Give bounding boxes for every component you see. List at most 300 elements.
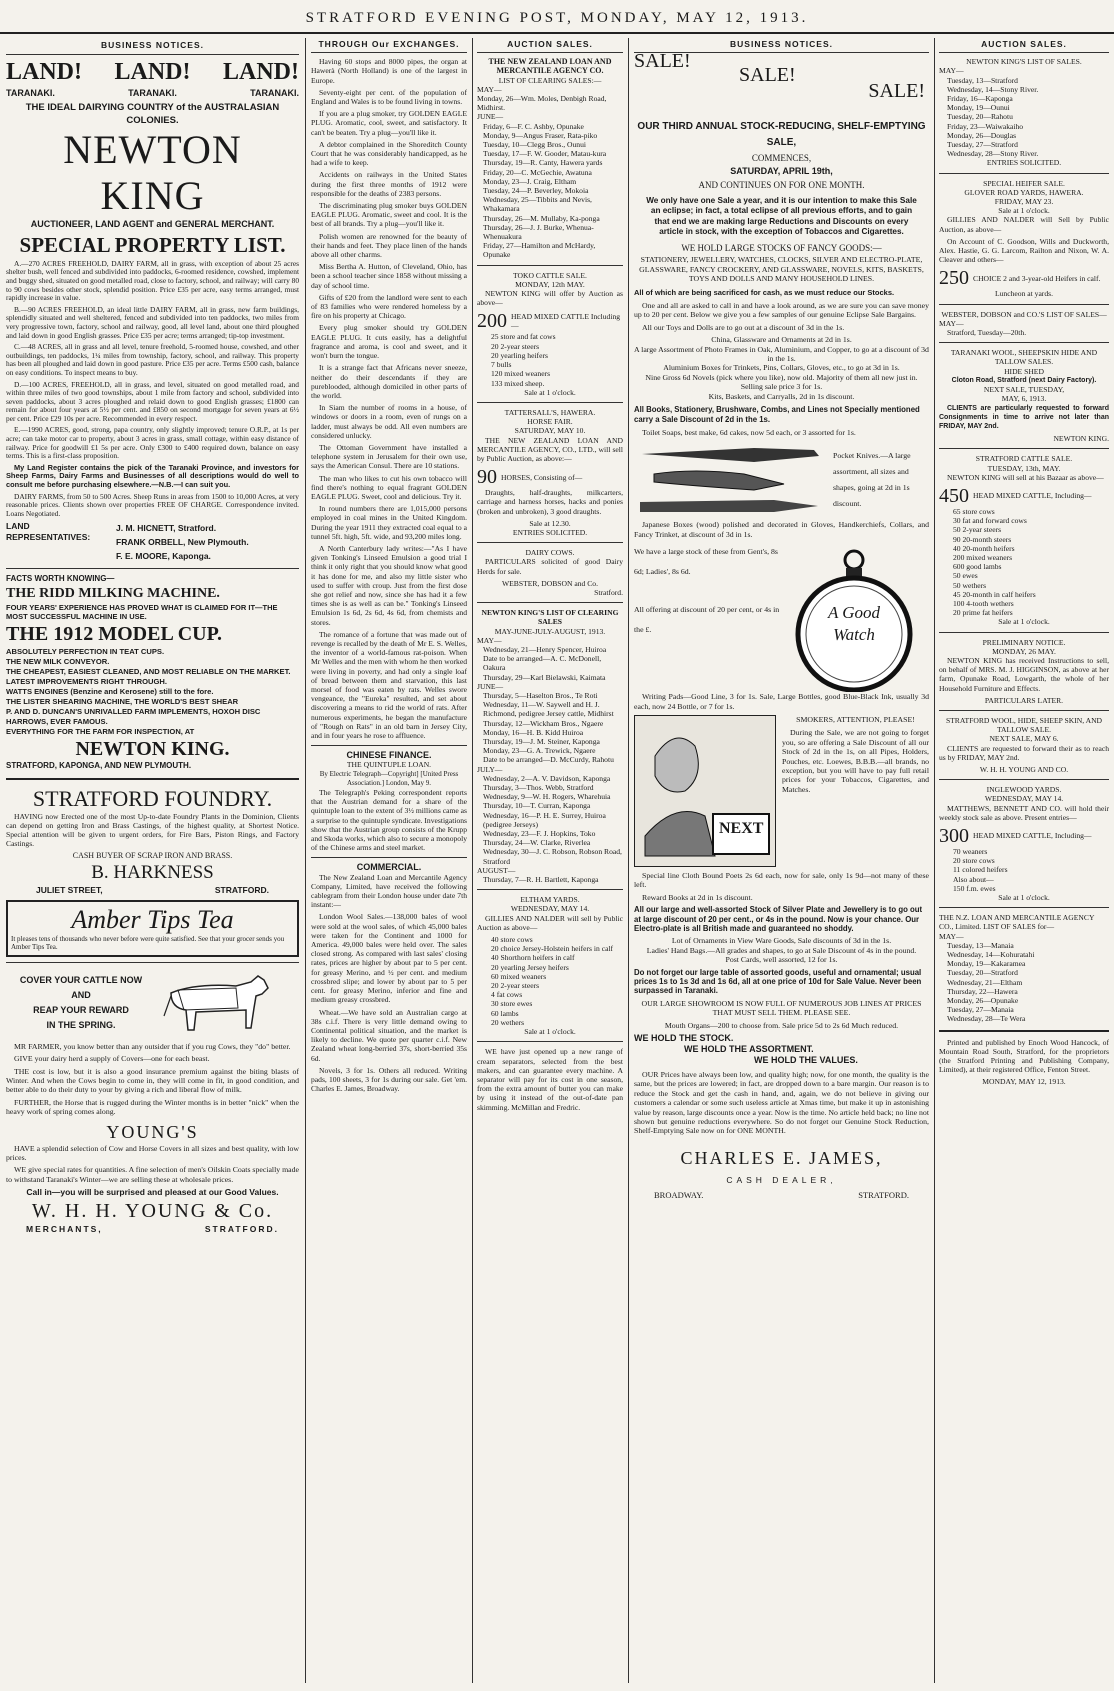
sale-item: Wednesday, 21—Eltham — [947, 977, 1023, 987]
tatt-items: Draughts, half-draughts, milkcarters, carriage and harness horses, hacks and ponies (broken and unbroken), 3 good draughts. — [477, 488, 623, 516]
section-header: BUSINESS NOTICES. — [6, 38, 299, 55]
hide-shed: HIDE SHED — [1004, 366, 1044, 376]
good-watch-text: A Good Watch — [827, 603, 881, 645]
cattle-sale-header: STRATFORD CATTLE SALE. — [975, 454, 1073, 464]
property-item: B.—90 ACRES FREEHOLD, an ideal little DAIRY FARM, all in grass, new farm buildings, splendidly situated and well sheltered, fenced and subdivided into ten paddocks, two miles from very progressive town, factory, school and railway, good, all level land, about one third ploughed and laid down in good English grasses. Price £35 per acre; terms arranged; tip-top investment. — [6, 304, 299, 340]
land-heading — [6, 59, 299, 85]
sale-item: Wednesday, 25—Tibbits and Nevis, Whakamara — [483, 195, 592, 214]
bargain-item: China, Glassware and Ornaments at 2d in 1s. — [711, 335, 852, 345]
watch-text — [634, 542, 784, 640]
inglewood-header: INGLEWOOD YARDS. — [986, 785, 1062, 795]
toys-line: All our Toys and Dolls are to go out at a discount of 3d in the 1s. — [642, 322, 845, 332]
property-item: D.—100 ACRES, FREEHOLD, all in grass, and level, situated on good metalled road, and within three miles of two good townships, about 1 mile from factory and school, subdivided into seven paddocks, about 3 acres ploughed and relaid down to good English grasses; £1800 can remain for about four years at 5½ per cent. and £850 on second mortgage for seven years at 6½ per cent. Price £29 10s per acre. Recommended in every respect. — [6, 379, 299, 423]
sale-item: Wednesday, 28—Te Wera — [947, 1014, 1026, 1024]
farmer-para: MR FARMER, you know better than any outsider that if you rug Cows, they "do" better. — [14, 1041, 291, 1051]
cover-line: REAP YOUR REWARD — [33, 1004, 129, 1015]
sale-item: Thursday, 26—M. Mullaby, Ka-ponga — [483, 213, 600, 223]
sale-item: Thursday, 7—R. H. Bartlett, Kaponga — [483, 875, 599, 885]
exchange-para: Accidents on railways in the United States during the first three months of 1912 were responsible for the deaths of 2383 persons. — [311, 170, 467, 198]
eltham-date: WEDNESDAY, MAY 14. — [510, 904, 590, 914]
sale-item: Monday, 26—Wm. Moles, Denbigh Road, Midhirst. — [477, 94, 607, 113]
stratford-wool-header: STRATFORD WOOL, HIDE, SHEEP SKIN, AND TALLOW SALE. — [945, 715, 1103, 735]
dairy-by: WEBSTER, DOBSON and Co. — [502, 578, 598, 588]
james-address — [634, 1191, 929, 1200]
dairy-farms-note: DAIRY FARMS, from 50 to 500 Acres. Sheep Runs in areas from 1500 to 10,000 Acres, at very reasonable prices. Clients shown over properties FREE OF CHARGE. Correspondence invited. Loans Negotiated. — [6, 491, 299, 518]
japanese-boxes: Japanese Boxes (wood) polished and decorated in Gloves, Handkerchiefs, Collars, and Fancy Trinket, at discount of 3d in 1s. — [634, 520, 929, 539]
section-header: AUCTION SALES. — [477, 38, 623, 53]
bargain-item: Nine Gross 6d Novels (pick where you like), now old. Majority of them all new just in. Selling sale price 3 for 1s. — [645, 372, 918, 392]
exchange-para: In round numbers there are 1,015,000 persons employed in coal mines in the United Kingdom. During the year 1911 they extracted coal equal to a tunnel 5ft. high, 5ft. wide, and 93,200 miles long. — [311, 504, 467, 541]
nk-july-items — [477, 774, 623, 866]
youngs-title: YOUNG'S — [106, 1121, 199, 1142]
sale-time: Sale at 1 o'clock. — [998, 893, 1050, 903]
call-in-line: Call in—you will be surprised and pleased at our Good Values. — [26, 1187, 279, 1198]
smokers-heading: SMOKERS, ATTENTION, PLEASE! — [796, 714, 915, 724]
nk-aug-items — [477, 875, 623, 884]
sale-item: Monday, 16—H. B. Kidd Huiroa — [483, 727, 584, 737]
sale-item: Wednesday, 2—A. V. Davidson, Kaponga — [483, 773, 611, 783]
sale-item: Friday, 23—Waiwakaiho — [947, 121, 1024, 131]
nzla-list: LIST OF CLEARING SALES:— — [498, 75, 602, 85]
model-cup-heading: THE 1912 MODEL CUP. — [6, 623, 222, 645]
toko-header: TOKO CATTLE SALE. — [513, 270, 587, 280]
stock-item: 50 2-year steers — [953, 525, 1002, 535]
separator-ad: WE have just opened up a new range of cream separators, selected from the best makers, and can guarantee every machine. A separator will pay for its cost in one season, from the extra amount of butter you can make by using it instead of the out-of-date pan skimming. McMillan and Fredric. — [477, 1047, 623, 1112]
exchange-para: Seventy-eight per cent. of the population of England and Wales is to be found living in towns. — [311, 87, 467, 107]
taranaki-word: TARANAKI. — [128, 87, 177, 98]
inglewood-date: WEDNESDAY, MAY 14. — [984, 794, 1064, 804]
exchange-para: The discriminating plug smoker buys GOLDEN EAGLE PLUG. Aromatic, sweet and cool. It is the best of all brands. Try a plug—you'll like it. — [311, 201, 467, 229]
stock-item: 150 f.m. ewes — [953, 883, 996, 893]
sale-item: Thursday, 22—Hawera — [947, 986, 1018, 996]
heifers-250 — [939, 267, 1109, 289]
stock-item: 65 store cows — [953, 506, 995, 516]
property-list — [6, 260, 299, 519]
sale-item: Thursday, 19—R. Canty, Hawera yards — [483, 158, 603, 168]
implement-line: LATEST IMPROVEMENTS RIGHT THROUGH. — [6, 677, 168, 686]
glover-yards: GLOVER ROAD YARDS, HAWERA. — [964, 187, 1084, 197]
rep-name: FRANK ORBELL, New Plymouth. — [116, 537, 249, 548]
next-sale: NEXT SALE, TUESDAY, — [983, 385, 1065, 395]
horse-fair: HORSE FAIR. — [527, 417, 573, 427]
stock-item: 70 weaners — [953, 847, 988, 857]
column-rule — [934, 38, 935, 1683]
cover-line: AND — [71, 989, 91, 1000]
land-word: LAND! — [223, 58, 299, 85]
bargain-items — [634, 335, 929, 401]
eltham-items — [477, 935, 623, 1027]
watch-line: We have a large stock of these from Gent's, 8s 6d; Ladies', 8s 6d. — [634, 547, 778, 577]
sale-item: Thursday, 3—Thos. Webb, Stratford — [483, 783, 594, 793]
head-desc: HEAD MIXED CATTLE, Including— — [973, 831, 1092, 841]
one-and-all: One and all are asked to call in and have a look around, as we are sure you can save money up to 20 per cent. Below we give you a few samples of our genuine Eclipse Sale Bargains. — [634, 301, 929, 320]
toko-items — [477, 332, 623, 387]
stock-item: 20 prime fat heifers — [953, 608, 1013, 618]
bargain-item: A large Assortment of Photo Frames in Oak, Aluminium, and Copper, to go at a discount of 3d in the 1s. — [634, 344, 929, 364]
stock-item: 60 mixed weaners — [491, 971, 547, 981]
stock-item: 40 20-month heifers — [953, 543, 1015, 553]
heifer-sale-header: SPECIAL HEIFER SALE. — [983, 178, 1065, 188]
dairy-cows-header: DAIRY COWS. — [525, 548, 575, 558]
implement-line: THE LISTER SHEARING MACHINE, THE WORLD'S BEST SHEAR — [6, 697, 239, 706]
foundry-text: HAVING now Erected one of the most Up-to-date Foundry Plants in the Dominion, Clients can depend on getting Iron and Brass Castings, of the highest quality, at Shortest Notice. Special attention will be given to urgent orders, for Fire Bars, Piston Rings, and Factory Castings. — [6, 811, 299, 848]
sale-time: Sale at 12.30. — [529, 518, 571, 528]
head-desc: HORSES, Consisting of— — [501, 472, 583, 482]
nzl-items — [939, 941, 1109, 1024]
stock-item: 30 store ewes — [491, 999, 533, 1009]
merch-word: STRATFORD. — [204, 1223, 279, 1234]
inglewood-text: MATTHEWS, BENNETT AND CO. will hold their weekly stock sale as above. Present entries— — [939, 803, 1109, 822]
column-auction-sales-right — [939, 38, 1109, 1683]
exchange-para: If you are a plug smoker, try GOLDEN EAGLE PLUG. Aromatic, cool, sweet, and satisfactory. It can't be beaten. Try a plug—you'll like it. — [311, 109, 467, 137]
property-item: C.—48 ACRES, all in grass and all level, tenure freehold, 5-roomed house, cowshed, and other outbuildings, ten paddocks, 1¼ miles from township, factory, school, and railway. This property has been all ploughed and laid down in good pasture. Price £35 per acre. Terms £500 cash, balance on easy conditions. To inspect means to buy. — [6, 342, 299, 377]
charles-james: CHARLES E. JAMES, — [680, 1147, 883, 1168]
exchange-para: The man who likes to cut his own tobacco will find there's nothing to equal fragrant GOLDEN EAGLE PLUG. Sweet, cool and delicious. Try it. — [311, 473, 467, 501]
month-label: MAY— — [939, 931, 964, 941]
merch-word: MERCHANTS, — [26, 1223, 103, 1234]
ornaments-line: Lot of Ornaments in View Ware Goods, Sale discounts of 3d in the 1s. — [671, 936, 892, 946]
implement-line: THE CHEAPEST, EASIEST CLEANED, AND MOST RELIABLE ON THE MARKET. — [6, 667, 291, 676]
month-label: JUNE— — [477, 112, 504, 122]
column-rule — [472, 38, 473, 1683]
head-desc: HEAD MIXED CATTLE Including— — [511, 312, 621, 331]
merchants-line — [6, 1224, 299, 1235]
exchange-para: A debtor complained in the Shoreditch County Court that he was considerably handicapped, as he had a wife to keep. — [311, 139, 467, 168]
exchange-para: The Ottoman Government have installed a telephone system in Jerusalem for their own use, says the American Consul. There are 10 stations. — [311, 442, 467, 471]
month-label: JULY— — [477, 764, 503, 774]
auctioneer-line: AUCTIONEER, LAND AGENT and GENERAL MERCHANT. — [30, 219, 275, 230]
bargain-item: Aluminium Boxes for Trinkets, Pins, Collars, Gloves, etc., to go at 3d in 1s. — [663, 363, 900, 373]
sale-item: Tuesday, 24—P. Beverley, Mokoia — [483, 186, 589, 196]
forget-line: Do not forget our large table of assorted goods, useful and ornamental; usual prices 1s to 1s 3d and 1s 6d, all at one price of 10d for Sale Value. Never been surpassed in Taranaki. — [634, 967, 922, 996]
exchange-para: Gifts of £20 from the landlord were sent to each of 83 families who were rendered homeless by a fire on his property at Chicago. — [311, 292, 467, 321]
sale-item: Stratford, Tuesday—20th. — [947, 328, 1027, 338]
farmer-para: THE cost is low, but it is also a good insurance premium against the biting blasts of Winter. And when the Cows begin to come in, they will come in fit, in good condition, and better able to do their duty to your by giving a rich and liberal flow of milk. — [6, 1066, 299, 1095]
sale-item: Wednesday, 14—Stony River. — [947, 84, 1039, 94]
quintuple-loan-sub: THE QUINTUPLE LOAN. — [346, 760, 432, 770]
sale-time: Sale at 1 o'clock. — [998, 206, 1050, 216]
toko-200 — [477, 310, 623, 332]
section-header: THROUGH Our EXCHANGES. — [311, 38, 467, 53]
tatt-date: SATURDAY, MAY 10. — [514, 426, 586, 436]
postcards-line: Post Cards, well assorted, 12 for 1s. — [725, 955, 838, 965]
sale-word: SALE! — [868, 80, 925, 103]
glover-date: FRIDAY, MAY 23. — [994, 197, 1054, 207]
chinese-byline: By Electric Telegraph—Copyright] [United Press Association.] London, May 9. — [319, 769, 459, 787]
implement-line: WATTS ENGINES (Benzine and Kerosene) still to the fore. — [6, 687, 214, 696]
masthead: STRATFORD EVENING POST, MONDAY, MAY 12, 1913. — [0, 10, 1114, 34]
stock-item: 30 fat and forward cows — [953, 516, 1027, 526]
fancy-goods-heading: WE HOLD LARGE STOCKS OF FANCY GOODS:— — [681, 243, 882, 253]
stock-item: 20 choice Jersey-Holstein heifers in calf — [491, 944, 614, 954]
section-header: BUSINESS NOTICES. — [634, 38, 929, 53]
stock-item: 20 yearling heifers — [491, 350, 548, 360]
inglewood-300 — [939, 825, 1109, 847]
toko-intro: NEWTON KING will offer by Auction as above— — [477, 289, 623, 308]
knives-text: Pocket Knives.—A large assortment, all sizes and shapes, going at 2d in 1s discount. — [833, 451, 911, 509]
sale-item: Thursday, 26—J. J. Burke, Whenua-Whenuakura — [483, 222, 594, 242]
reward-books: Reward Books at 2d in 1s discount. — [642, 892, 753, 902]
cover-line: IN THE SPRING. — [46, 1019, 116, 1030]
sale-time: Sale at 1 o'clock. — [524, 387, 576, 397]
watch-line: All offering at discount of 20 per cent, or 4s in the £. — [634, 605, 780, 635]
imprint-date: MONDAY, MAY 12, 1913. — [982, 1077, 1066, 1087]
sale-item: Tuesday, 17—F. W. Gooder, Matau-kura — [483, 149, 607, 159]
nk-sales-list: NEWTON KING'S LIST OF SALES. — [966, 57, 1082, 67]
stock-item: 7 bulls — [491, 360, 512, 370]
sale-heading — [634, 50, 929, 119]
stock-item: 600 good lambs — [953, 562, 1002, 572]
showroom-line: OUR LARGE SHOWROOM IS NOW FULL OF NUMEROUS JOB LINES AT PRICES THAT MUST SELL THEM. PLEASE SEE. — [641, 998, 922, 1018]
whh-young-title: W. H. H. YOUNG & Co. — [31, 1199, 274, 1222]
stock-item: 133 mixed sheep. — [491, 378, 545, 388]
sale-item: Monday, 23—G. A. Trewick, Ngaere — [483, 746, 596, 756]
stock-item: 90 20-month steers — [953, 534, 1012, 544]
head-count: 90 — [477, 466, 497, 489]
commences: COMMENCES, — [751, 153, 812, 164]
hold-line: WE HOLD THE ASSORTMENT. — [684, 1044, 814, 1055]
cattle-intro: NEWTON KING will sell at his Bazaar as above— — [947, 472, 1104, 482]
month-label: MAY— — [939, 318, 964, 328]
nzla-title: THE NEW ZEALAND LOAN AND MERCANTILE AGENCY CO. — [488, 57, 612, 76]
column-business-notices-left — [6, 38, 299, 1683]
smokers-text — [776, 715, 929, 867]
cattle-cover-ad — [6, 968, 299, 1038]
sale-item: Date to be arranged—A. C. McDonell, Oakura — [483, 654, 602, 673]
month-label: MAY— — [477, 84, 502, 94]
sale-item: Friday, 6—F. C. Ashby, Opunake — [483, 121, 584, 131]
newton-king-title: NEWTON KING — [63, 127, 242, 219]
stock-item: 20 wethers — [491, 1017, 525, 1027]
exchange-para: The romance of a fortune that was made out of revenge is recalled by the death of Mr E. S. Welles, the inventor of a world-famous rat-poison. When Mr Welles and the men with whom he then worked were living in poverty, and had only a single loaf of bread between them and starvation, this last morsel of food was eaten by rats. Welles swore vengeance, the "Eureka" resulted, and set about discovering a means to rid the world of rats. After numerous experiments, he began the manufacture of "Rough on Rats" in an old barn in Jersey City, and in four years he rose to affluence. — [311, 629, 467, 741]
implements-list — [6, 647, 299, 737]
implement-line: P. AND D. DUNCAN'S UNRIVALLED FARM IMPLEMENTS, HOXOH DISC HARROWS, EVER FAMOUS. — [6, 707, 261, 726]
head-count: 450 — [939, 484, 969, 507]
head-desc: HEAD MIXED CATTLE, Including— — [973, 491, 1092, 501]
sale-date: SATURDAY, APRIL 19th, — [730, 165, 833, 176]
section-header: AUCTION SALES. — [939, 38, 1109, 53]
may-sales — [477, 94, 623, 112]
next-sign: NEXT — [719, 819, 764, 837]
stock-item: 50 ewes — [953, 571, 978, 581]
sale-item: Tuesday, 27—Stratford — [947, 140, 1018, 150]
next-sale-date: MAY, 6, 1913. — [1001, 394, 1047, 404]
sale-item: Wednesday, 14—Kohuratahi — [947, 950, 1035, 960]
stock-item: 20 yearling Jersey heifers — [491, 962, 569, 972]
stock-item: 40 Shorthorn heifers in calf — [491, 953, 575, 963]
imprint: Printed and published by Enoch Wood Hancock, of Mountain Road South, Stratford, for the proprietors (the Stratford Printing and Publishing Company, Limited), at their registered Office, Fenton Street. — [939, 1037, 1109, 1075]
tattersalls-header: TATTERSALL'S, HAWERA. — [504, 407, 596, 417]
tatt-text: THE NEW ZEALAND LOAN AND MERCANTILE AGENCY, CO., LTD., will sell by Public Auction, as above:— — [477, 435, 623, 463]
farmer-text — [6, 1042, 299, 1117]
continues: AND CONTINUES ON FOR ONE MONTH. — [698, 180, 865, 191]
taranaki-word: TARANAKI. — [250, 87, 299, 98]
smokers-ad — [634, 715, 929, 867]
nk-may-items — [477, 645, 623, 682]
stock-item: 25 store and fat cows — [491, 332, 556, 342]
cattle-items — [939, 507, 1109, 617]
sale-item: Thursday, 24—W. Clarke, Riverlea — [483, 838, 591, 848]
nzl-list: THE N.Z. LOAN AND MERCANTILE AGENCY CO., Limited. LIST OF SALES for— — [939, 913, 1095, 932]
stock-item: 60 lambs — [491, 1008, 519, 1018]
clients-notice: CLIENTS are particularly requested to forward Consignments in time to arrive not later than FRIDAY, MAY 2nd. — [939, 404, 1109, 430]
preliminary-header: PRELIMINARY NOTICE. — [982, 637, 1066, 647]
wool-sales-header: TARANAKI WOOL, SHEEPSKIN HIDE AND TALLOW SALES. — [950, 348, 1098, 367]
address-line: BROADWAY. — [654, 1190, 704, 1201]
exchange-para: Having 60 stops and 8000 pipes, the organ at Hawerà (North Holland) is one of the largest in Europe. — [311, 57, 467, 85]
sale-item: Thursday, 12—Wickham Bros., Ngaere — [483, 718, 604, 728]
sale-item: Thursday, 5—Haselton Bros., Te Roti — [483, 690, 598, 700]
column-exchanges — [311, 38, 467, 1683]
entries-solicited: ENTRIES SOLICITED. — [512, 527, 588, 537]
sale-item: Wednesday, 21—Henry Spencer, Huiroa — [483, 644, 607, 654]
sale-item: Tuesday, 27—Manaia — [947, 1005, 1014, 1015]
writing-pads: Writing Pads—Good Line, 3 for 1s. Sale, Large Bottles, good Blue-Black Ink, usually 3d each, now 24 Bottle, or 7 for 1s. — [634, 692, 929, 711]
harkness-name: B. HARKNESS — [91, 862, 214, 884]
farmer-para: FURTHER, the Horse that is rugged during the Winter months is in better "nick" when the heavy work of spring comes along. — [6, 1097, 299, 1117]
cloton-road: Cloton Road, Stratford (next Dairy Factory). — [951, 376, 1097, 384]
stock-item: 4 fat cows — [491, 990, 523, 1000]
cattle-date: TUESDAY, 13th, MAY. — [987, 463, 1061, 473]
stock-item: 100 4-tooth wethers — [953, 598, 1014, 608]
column-business-notices-right — [634, 38, 929, 1683]
property-item: A.—270 ACRES FREEHOLD, DAIRY FARM, all in grass, with exception of about 25 acres shelter bush, well fenced and subdivided into paddocks, 6-roomed residence, cowshed, implement and buggy shed, situated on good metalled road, close to factory, school, and railway; will carry 80 to 90 cows besides other stock, splendid position. Price £35 per acre, easy terms arranged, must rapidly increase in value. — [6, 258, 299, 303]
sale-item: Wednesday, 16—P. H. E. Surrey, Huiroa (pedigree Jerseys) — [483, 810, 606, 829]
stock-item: 50 wethers — [953, 580, 987, 590]
account-text: On Account of C. Goodson, Wills and Duckworth, Alex. Hastie, G. G. Larcom, Railton and Nixon, W. A. Cleaver and others— — [939, 236, 1109, 265]
we-hold — [634, 1033, 929, 1066]
sale-item: Monday, 9—Angus Fraser, Rata-piko — [483, 130, 598, 140]
cow-illustration — [156, 968, 286, 1038]
commercial-para: The New Zealand Loan and Mercantile Agency Company, Limited, have received the following cablegram from their London house under date 7th instant:— — [311, 872, 467, 910]
sale-item: Monday, 19—Kakaramea — [947, 959, 1026, 969]
implement-line: EVERYTHING FOR THE FARM FOR INSPECTION, AT — [6, 727, 195, 736]
address-line: STRATFORD. — [858, 1190, 909, 1201]
youngs-para: HAVE a splendid selection of Cow and Horse Covers in all sizes and best quality, with low prices. — [6, 1143, 299, 1163]
sale-word: SALE! — [739, 64, 796, 87]
commercial-para: London Wool Sales.—138,000 bales of wool were sold at the wool sales, of which 45,000 bales were taken for the Continent and 1000 for America. 49,000 bales were held over. The sales closed strong. As compared with last sales' closing rates, prices are higher by about par to 5 per cent. for greasy Merino, and ½ per cent. and medium crossbred slipe; and lower by about par to 5 per cent. for greasy Merino, inferior and fine and medium greasy crossbred. — [311, 912, 467, 1005]
implement-line: ABSOLUTELY PERFECTION IN TEAT CUPS. — [6, 647, 165, 656]
column-rule — [628, 38, 629, 1683]
exchange-para: In Siam the number of rooms in a house, of windows or doors in a room, even of rungs on a ladder, must always be odd. All even numbers are considered unlucky. — [311, 403, 467, 440]
sale-item: Tuesday, 13—Stratford — [947, 75, 1018, 85]
bargain-item: Kits, Baskets, and Carryalls, 2d in 1s discount. — [708, 391, 855, 401]
stock-item: Also about— — [953, 874, 994, 884]
ideal-dairying: THE IDEAL DAIRYING COUNTRY of the AUSTRALASIAN COLONIES. — [25, 102, 280, 127]
stock-item: 200 mixed weaners — [953, 552, 1013, 562]
sale-item: Wednesday, 28—Stony River. — [947, 149, 1039, 159]
reps-label: LAND REPRESENTATIVES: — [6, 521, 91, 542]
column-auction-sales — [477, 38, 623, 1683]
cattle-450 — [939, 485, 1109, 507]
silver-plate: All our large and well-assorted Stock of Silver Plate and Jewellery is to go out at large discount of 20 per cent., or 4s in the pound. Now is your chance. Our Electro-plate is all British made and guaranteed no shoddy. — [634, 905, 923, 933]
nk-clearing-list: NEWTON KING'S LIST OF CLEARING SALES — [481, 608, 619, 627]
land-word: LAND! — [114, 58, 191, 85]
sale-item: Wednesday, 23—F. J. Hopkins, Toko — [483, 829, 596, 839]
rep-name: F. E. MOORE, Kaponga. — [116, 551, 211, 562]
ridd-claim: FOUR YEARS' EXPERIENCE HAS PROVED WHAT IS CLAIMED FOR IT—THE MOST SUCCESSFUL MACHINE IN USE. — [6, 603, 278, 621]
exchange-para: Every plug smoker should try GOLDEN EAGLE PLUG. It cuts easily, has a delightful fragrance and aroma, is cool and sweet, and it won't burn the tongue. — [311, 323, 467, 361]
cover-line: COVER YOUR CATTLE NOW — [19, 974, 143, 985]
special-property-list: SPECIAL PROPERTY LIST. — [19, 232, 286, 257]
sale-item: Thursday, 19—J. M. Steiner, Kaponga — [483, 737, 600, 746]
implement-line: THE NEW MILK CONVEYOR. — [6, 657, 110, 666]
amber-tips-logo: Amber Tips Tea — [71, 904, 234, 934]
smokers-body: During the Sale, we are not going to forget you, so are offering a Sale Discount of all our Stock of 2d in the 1s, on all Pipes, Holders, Pouches, etc. Loewes, B.B.B.—all brands, no exception, but you will have to pay full retail prices for your Tobaccos, Cigarettes, and Matches. — [782, 728, 929, 794]
nk-signature: NEWTON KING. — [1053, 434, 1109, 444]
rep-name: J. M. HICNETT, Stratford. — [116, 523, 217, 534]
commercial-para: Novels, 3 for 1s. Others all reduced. Writing pads, 100 sheets, 3 for 1s during our sale. Get 'em. Charles E. James, Broadway. — [311, 1065, 467, 1094]
nk-may-list — [939, 76, 1109, 159]
taranaki-word: TARANAKI. — [6, 87, 55, 98]
gillies-text: GILLIES AND NALDER will Sell by Public Auction, as above— — [939, 215, 1109, 234]
preliminary-text: NEWTON KING has received Instructions to sell, on behalf of MRS. M. J. HIGGINSON, as above at her farm, Opunake Road, Lowgarth, the whole of her Household Furniture and Effects. — [939, 655, 1109, 693]
sale-word: SALE! — [634, 50, 691, 73]
harkness-address — [6, 885, 299, 896]
sale-item: Tuesday, 20—Rahotu — [947, 112, 1013, 122]
land-word: LAND! — [6, 58, 82, 85]
farmer-para: GIVE your dairy herd a supply of Covers—one for each beast. — [14, 1054, 210, 1064]
handbags-line: Ladies' Hand Bags.—All grades and shapes, to go at Sale Discount of 4s in the pound. — [646, 945, 917, 955]
june-sales — [477, 122, 623, 260]
third-annual: OUR THIRD ANNUAL STOCK-REDUCING, SHELF-EMPTYING SALE, — [637, 121, 926, 149]
facts-heading: FACTS WORTH KNOWING— — [6, 574, 115, 584]
books-line: All Books, Stationery, Brushware, Combs, and Lines not Specially mentioned carry a Sale Discount of 2d in the 1s. — [634, 405, 920, 424]
tatt-90 — [477, 466, 623, 488]
sale-item: Friday, 20—C. McGechie, Awatuna — [483, 167, 592, 177]
stock-item: 45 20-month in calf heifers — [953, 589, 1036, 599]
soaps-line: Toilet Soaps, best make, 6d cakes, now 5d each, or 3 assorted for 1s. — [642, 427, 856, 437]
watch-illustration — [784, 542, 924, 692]
land-register-note: My Land Register contains the pick of the Taranaki Province, and investors for Sheep Farms, Dairy Farms and Businesses of all descriptions would do well to consult me before purchasing elsewhere.—N.B.—I can suit you. — [6, 462, 299, 490]
sale-time: Sale at 1 o'clock. — [524, 1027, 576, 1037]
sale-item: Monday, 23—J. Craig, Eltham — [483, 176, 577, 186]
eltham-header: ELTHAM YARDS. — [520, 895, 580, 905]
head-count: 250 — [939, 267, 969, 290]
webster-list: WEBSTER, DOBSON and CO.'S LIST OF SALES— — [941, 309, 1107, 319]
branch-towns: STRATFORD, KAPONGA, AND NEW PLYMOUTH. — [6, 761, 192, 770]
commercial-para: Wheat.—We have sold an Australian cargo at 38s c.i.f. There is very little demand owing to Continental political situation, and the market is likely to decline. We quote per quarter c.i.f. New Zealand wheat long-berried 37s, short-berried 35s 6d. — [311, 1007, 467, 1063]
next-sale: NEXT SALE, MAY 6. — [989, 734, 1059, 744]
chinese-para: The Telegraph's Peking correspondent reports that the Austrian demand for a share of the quintuple loan to the extent of 3½ millions came as a surprise to the quintuple syndicate. Investigations show that the Austrian group consists of the Krupp and Skoda works, which also to secure a monopoly of the Chinese arms and steel market. — [311, 788, 467, 853]
sale-item: Wednesday, 30—J. C. Robson, Robson Road, Stratford — [483, 847, 622, 866]
exchange-para: It is a strange fact that Africans never sneeze, neither do their descendants if they are pureblooded, although domiciled in other parts of the world. — [311, 363, 467, 400]
youngs-para: WE give special rates for quantities. A fine selection of men's Oilskin Coats specially made to withstand Taranaki's Winter—we are selling these at wholesale prices. — [6, 1165, 299, 1184]
nk-period: MAY-JUNE-JULY-AUGUST, 1913. — [494, 626, 606, 636]
fancy-goods-list: STATIONERY, JEWELLERY, WATCHES, CLOCKS, SILVER AND ELECTRO-PLATE, GLASSWARE, FANCY CROCKERY, AND GLASSWARE, NOVELS, KITS, BASKETS, TOYS AND DOLLS AND MANY HOUSEHOLD LINES. — [639, 255, 924, 284]
sale-item: Friday, 16—Kaponga — [947, 94, 1013, 104]
inglewood-items — [939, 847, 1109, 893]
toko-date: MONDAY, 12th MAY. — [515, 279, 585, 289]
month-label: MAY— — [939, 66, 964, 76]
newton-king-footer: NEWTON KING. — [75, 738, 230, 760]
eltham-text: GILLIES AND NALDER will sell by Public Auction as above— — [477, 913, 623, 932]
commercial-header: COMMERCIAL. — [356, 862, 422, 873]
cash-dealer: CASH DEALER, — [726, 1174, 837, 1185]
stock-item: 20 store cows — [953, 856, 995, 866]
sale-item: Thursday, 10—T. Curran, Kaponga — [483, 801, 591, 811]
head-desc: CHOICE 2 and 3-year-old Heifers in calf. — [973, 273, 1101, 283]
smokers-illustration — [634, 715, 776, 867]
exchange-para: A North Canterbury lady writes:—"As I have given Tonking's Linseed Emulsion a good trial I think it only right that you should know what good it has done for me, and also my little sister who used to suffer with croup. Just from the first dose she got relief and now, since she has had it a few times she is as well as can be." Tonking's Linseed Emulsion 1s 6d, 2s 6d, 4s 6d, from chemists and stores. — [311, 543, 467, 627]
wool-by: W. H. H. YOUNG AND CO. — [979, 765, 1069, 774]
stock-item: 120 mixed weaners — [491, 369, 551, 379]
exchange-para: Polish women are renowned for the beauty of their hands and feet. They place linen of the hands above all other charms. — [311, 231, 467, 260]
sale-item: Wednesday, 9—W. H. Rogers, Wharehuia — [483, 792, 611, 802]
sale-item: Monday, 26—Opunake — [947, 996, 1019, 1006]
once-a-year: We only have one Sale a year, and it is our intention to make this Sale an eclipse; in fact, a total eclipse of all previous efforts, and to gain that end we are making large Reductions and Discounts on every article in stock, with the exception of Tobaccos and Cigarettes. — [646, 195, 917, 237]
youngs-text — [6, 1144, 299, 1185]
